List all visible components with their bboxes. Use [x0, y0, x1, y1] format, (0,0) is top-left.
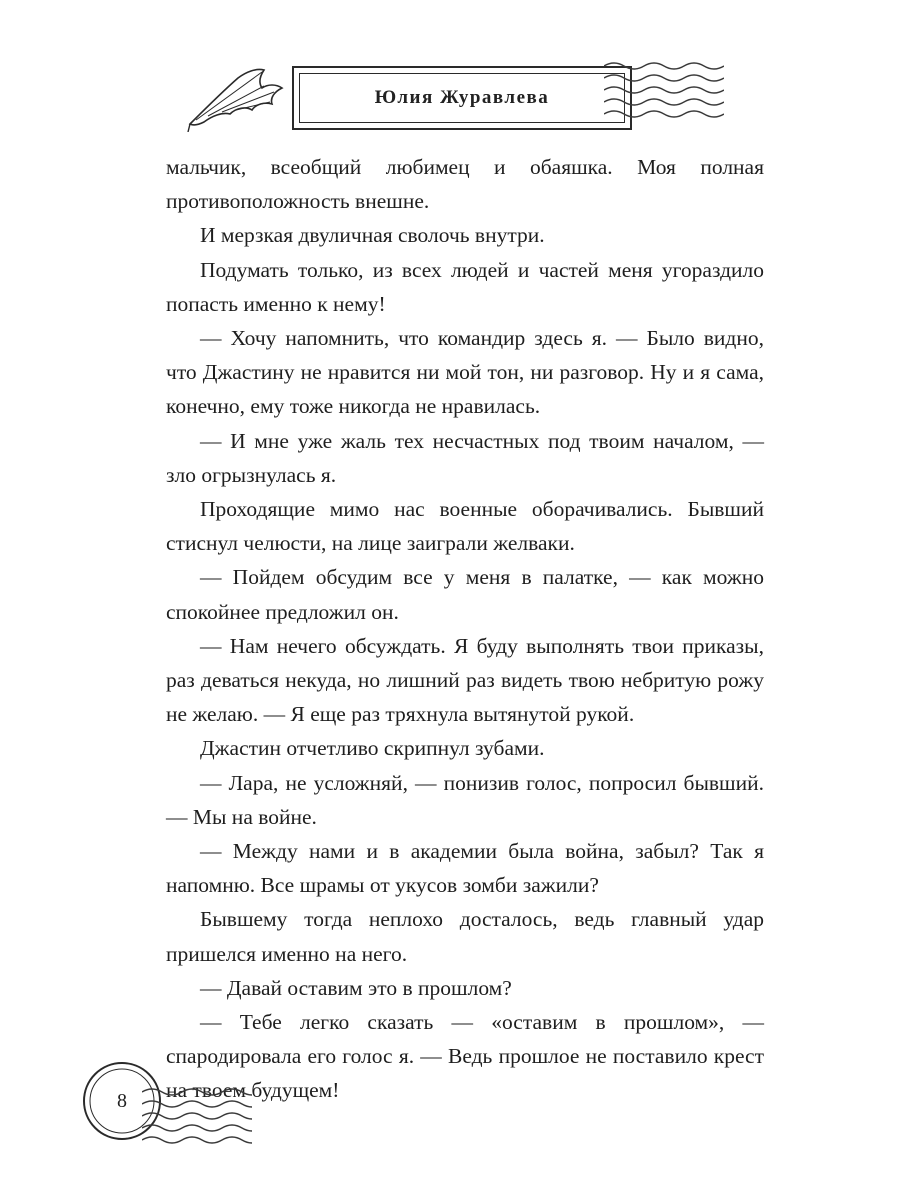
paragraph: — И мне уже жаль тех несчастных под твоим началом, — зло огрызнулась я. [166, 428, 764, 487]
paragraph: мальчик, всеобщий любимец и обаяшка. Моя полная противоположность внешне. [166, 155, 764, 214]
paragraph: — Нам нечего обсуждать. Я буду выполнять твои приказы, раз деваться некуда, но лишний раз видеть твою небритую рожу не желаю. — Я еще раз тряхнула вытянутой рукой. [166, 633, 764, 727]
dragon-wing-icon [186, 62, 286, 132]
postmark-waves-icon [142, 1082, 252, 1146]
paragraph: Джастин отчетливо скрипнул зубами. [200, 736, 545, 761]
paragraph: — Хочу напомнить, что командир здесь я. — Было видно, что Джастину не нравится ни мой тон, ни разговор. Ну и я сама, конечно, ему тоже никогда не нравилась. [166, 326, 764, 419]
paragraph: Бывшему тогда неплохо досталось, ведь главный удар пришелся именно на него. [166, 907, 764, 966]
page-number: 8 [117, 1089, 127, 1112]
paragraph: — Пойдем обсудим все у меня в палатке, — как можно спокойнее предложил он. [166, 565, 764, 624]
postmark-waves-icon [604, 52, 724, 124]
paragraph: — Тебе легко сказать — «оставим в прошлом», — спародировала его голос я. — Ведь прошлое не поставило крест на твоем будущем! [166, 1010, 764, 1103]
paragraph: Подумать только, из всех людей и частей меня угораздило попасть именно к нему! [166, 257, 764, 316]
paragraph: — Между нами и в академии была война, забыл? Так я напомню. Все шрамы от укусов зомби зажили? [166, 839, 764, 898]
paragraph: И мерзкая двуличная сволочь внутри. [200, 223, 545, 248]
paragraph: — Лара, не усложняй, — понизив голос, попросил бывший. — Мы на войне. [166, 770, 764, 829]
paragraph: Проходящие мимо нас военные оборачивались. Бывший стиснул челюсти, на лице заиграли желваки. [166, 497, 764, 556]
author-name: Юлия Журавлева [374, 87, 550, 108]
header-inner-frame [299, 73, 625, 123]
header-frame [292, 66, 632, 130]
body-text [166, 150, 764, 1108]
paragraph: — Давай оставим это в прошлом? [200, 975, 512, 1000]
